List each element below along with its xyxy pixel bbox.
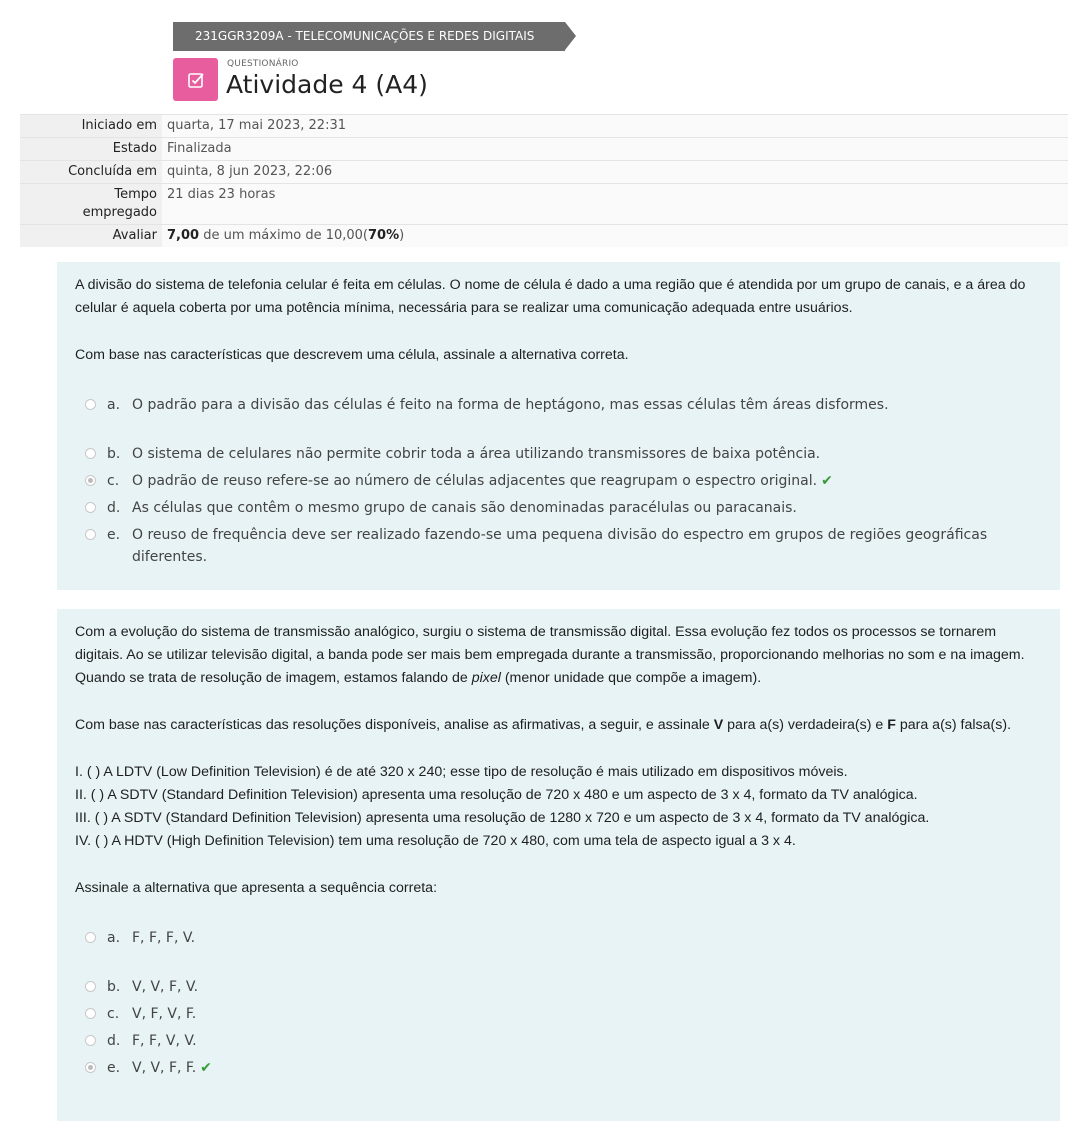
summary-label: Iniciado em: [20, 115, 162, 138]
summary-value: Finalizada: [162, 138, 1068, 161]
prompt-f: F: [887, 717, 896, 733]
summary-label-line2: empregado: [82, 205, 157, 220]
grade-percent: 70%: [367, 228, 400, 243]
question-1-prompt: Com base nas características que descrevem uma célula, assinale a alternativa correta.: [75, 347, 629, 363]
option-text: O reuso de frequência deve ser realizado fazendo-se uma pequena divisão do espectro em grupos de regiões geográficas diferentes.: [132, 527, 988, 565]
question-2-option-b[interactable]: [75, 976, 1042, 998]
option-text: O sistema de celulares não permite cobrir toda a área utilizando transmissores de baixa potência.: [132, 446, 821, 462]
summary-label: [20, 184, 162, 225]
statement-1: I. ( ) A LDTV (Low Definition Television) é de até 320 x 240; esse tipo de resolução é mais utilizado em dispositivos móveis.: [75, 764, 848, 780]
grade-end: ): [399, 228, 405, 243]
summary-value: 21 dias 23 horas: [162, 184, 1068, 225]
summary-row-started: [20, 115, 1068, 138]
summary-label: Concluída em: [20, 161, 162, 184]
intro-emphasis: pixel: [471, 670, 501, 686]
statement-2: II. ( ) A SDTV (Standard Definition Television) apresenta uma resolução de 720 x 480 e um aspecto de 3 x 4, formato da TV analógica.: [75, 787, 918, 803]
option-text: V, V, F, V.: [132, 979, 199, 995]
option-letter: a.: [107, 930, 121, 946]
question-2-option-a[interactable]: [75, 927, 1042, 949]
summary-row-completed: [20, 161, 1068, 184]
quiz-icon: [173, 58, 218, 101]
prompt-v: V: [713, 717, 724, 733]
intro-text: Com a evolução do sistema de transmissão analógico, surgiu o sistema de transmissão digital. Essa evolução fez todos os processos se tornarem digitais. Ao se utilizar televisão digital, a banda pode ser mais bem empregada durante a transmissão, proporcionando melhorias no som e na imagem. Quando se trata de resolução de imagem, estamos falando de: [75, 624, 1025, 686]
summary-row-state: [20, 138, 1068, 161]
radio-button[interactable]: [85, 448, 96, 459]
option-text: F, F, V, V.: [132, 1033, 197, 1049]
summary-value: [162, 225, 1068, 248]
radio-button[interactable]: [85, 932, 96, 943]
radio-button[interactable]: [85, 1008, 96, 1019]
option-letter: c.: [107, 1006, 120, 1022]
statement-3: III. ( ) A SDTV (Standard Definition Television) apresenta uma resolução de 1280 x 720 e um aspecto de 3 x 4, formato da TV analógica.: [75, 810, 930, 826]
option-text: O padrão de reuso refere-se ao número de células adjacentes que reagrupam o espectro original.: [132, 473, 818, 489]
question-1-intro: A divisão do sistema de telefonia celular é feita em células. O nome de célula é dado a uma região que é atendida por um grupo de canais, e a área do celular é aquela coberta por uma potência mínima, necessária para se realizar uma comunicação adequada entre usuários.: [75, 277, 1026, 316]
checkbox-icon: [187, 71, 205, 89]
page-title: Atividade 4 (A4): [226, 70, 428, 99]
radio-button[interactable]: [85, 1035, 96, 1046]
option-text: V, V, F, F.: [132, 1060, 197, 1076]
option-text: As células que contêm o mesmo grupo de canais são denominadas paracélulas ou paracanais.: [132, 500, 797, 516]
question-2-option-c[interactable]: [75, 1003, 1042, 1025]
grade-score: 7,00: [167, 228, 200, 243]
statement-4: IV. ( ) A HDTV (High Definition Television) tem uma resolução de 720 x 480, com uma tela de aspecto igual a 3 x 4.: [75, 833, 796, 849]
prompt-text: Com base nas características das resoluções disponíveis, analise as afirmativas, a seguir, e assinale: [75, 717, 714, 733]
radio-button[interactable]: [85, 399, 96, 410]
question-1-option-b[interactable]: [75, 443, 1042, 465]
correct-check-icon: ✔: [821, 473, 833, 489]
radio-button[interactable]: [85, 502, 96, 513]
option-letter: d.: [107, 1033, 121, 1049]
activity-type-label: QUESTIONÁRIO: [227, 59, 299, 69]
grade-middle: de um máximo de 10,00(: [199, 228, 368, 243]
option-letter: d.: [107, 500, 121, 516]
option-letter: e.: [107, 1060, 121, 1076]
summary-label-line1: Tempo: [114, 187, 157, 202]
question-2-final-prompt: Assinale a alternativa que apresenta a sequência correta:: [75, 880, 438, 896]
radio-button[interactable]: [85, 981, 96, 992]
prompt-text-end: para a(s) falsa(s).: [895, 717, 1012, 733]
option-text: O padrão para a divisão das células é feito na forma de heptágono, mas essas células têm áreas disformes.: [132, 397, 889, 413]
correct-check-icon: ✔: [200, 1060, 212, 1076]
question-1-option-a[interactable]: [75, 394, 1042, 416]
question-2-option-e[interactable]: [75, 1057, 1042, 1079]
summary-label: Estado: [20, 138, 162, 161]
option-letter: a.: [107, 397, 121, 413]
summary-value: quarta, 17 mai 2023, 22:31: [162, 115, 1068, 138]
attempt-summary-table: [20, 114, 1068, 247]
summary-row-time: [20, 184, 1068, 225]
question-1-option-e[interactable]: [75, 524, 1042, 568]
summary-row-grade: [20, 225, 1068, 248]
radio-button-selected[interactable]: [85, 475, 96, 486]
option-text: V, F, V, F.: [132, 1006, 197, 1022]
radio-button[interactable]: [85, 529, 96, 540]
option-letter: b.: [107, 446, 121, 462]
question-2-card: [57, 609, 1060, 1121]
summary-label: Avaliar: [20, 225, 162, 248]
question-1-option-c[interactable]: [75, 470, 1042, 492]
question-2-option-d[interactable]: [75, 1030, 1042, 1052]
question-2-intro: [75, 621, 1042, 690]
prompt-text-mid: para a(s) verdadeira(s) e: [723, 717, 888, 733]
option-letter: e.: [107, 527, 121, 543]
question-1-option-d[interactable]: [75, 497, 1042, 519]
course-breadcrumb[interactable]: 231GGR3209A - TELECOMUNICAÇÕES E REDES DIGITAIS: [173, 22, 565, 51]
option-letter: b.: [107, 979, 121, 995]
option-text: F, F, F, V.: [132, 930, 196, 946]
question-1-card: [57, 262, 1060, 590]
option-letter: c.: [107, 473, 120, 489]
intro-text-end: (menor unidade que compõe a imagem).: [500, 670, 762, 686]
summary-value: quinta, 8 jun 2023, 22:06: [162, 161, 1068, 184]
question-2-prompt: [75, 714, 1042, 737]
radio-button-selected[interactable]: [85, 1062, 96, 1073]
